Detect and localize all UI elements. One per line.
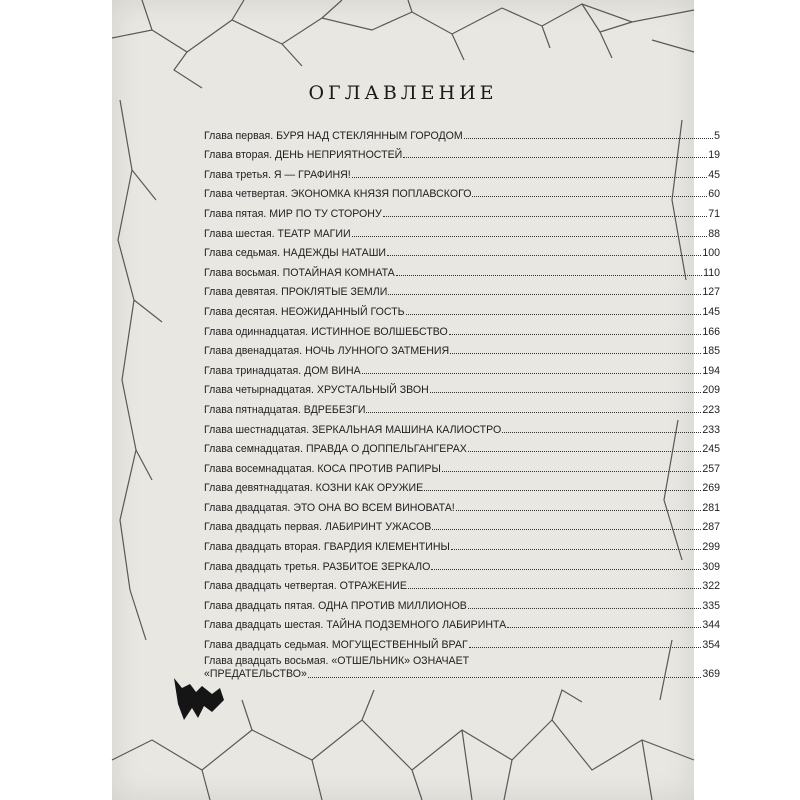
toc-entry-label — [204, 639, 468, 651]
chapter-title: Я — ГРАФИНЯ! — [273, 168, 351, 181]
page-number: 166 — [702, 325, 720, 338]
page-number: 369 — [702, 668, 720, 681]
toc-entry — [204, 142, 720, 162]
dot-leader — [430, 392, 702, 393]
chapter-title: ПРАВДА О ДОППЕЛЬГАНГЕРАХ — [305, 443, 467, 456]
chapter-number: Глава пятая. — [204, 207, 267, 220]
toc-entry-label — [204, 502, 455, 514]
chapter-title: ДОМ ВИНА — [304, 364, 361, 377]
chapter-number: Глава четвертая. — [204, 188, 288, 201]
page-number: 281 — [702, 501, 720, 514]
chapter-number: Глава двадцать первая. — [204, 521, 322, 534]
page-number: 71 — [708, 207, 720, 220]
toc-entry — [204, 396, 720, 416]
toc-entry-label — [204, 228, 351, 240]
chapter-number: Глава девятнадцатая. — [204, 482, 313, 495]
page-number: 257 — [702, 462, 720, 475]
dot-leader — [308, 677, 701, 678]
page-number: 5 — [714, 129, 720, 142]
toc-entry-label — [204, 561, 430, 573]
toc-entry-label — [204, 130, 463, 142]
page-number: 19 — [708, 149, 720, 162]
dot-leader — [352, 177, 707, 178]
toc-entry-label — [204, 404, 365, 416]
chapter-number: Глава одиннадцатая. — [204, 325, 309, 338]
dot-leader — [406, 314, 702, 315]
toc-entry — [204, 475, 720, 495]
chapter-number: Глава двадцать третья. — [204, 560, 320, 573]
chapter-number: Глава семнадцатая. — [204, 443, 303, 456]
chapter-number: Глава двадцать седьмая. — [204, 639, 329, 652]
toc-entry-label — [204, 580, 407, 592]
chapter-number: Глава двадцать пятая. — [204, 599, 316, 612]
chapter-title: БУРЯ НАД СТЕКЛЯННЫМ ГОРОДОМ — [276, 129, 463, 142]
chapter-number: Глава десятая. — [204, 305, 278, 318]
chapter-title: ГВАРДИЯ КЛЕМЕНТИНЫ — [323, 541, 450, 554]
chapter-number: Глава шестая. — [204, 227, 275, 240]
chapter-title: КОСА ПРОТИВ РАПИРЫ — [317, 462, 441, 475]
toc-entry — [204, 377, 720, 397]
toc-entry — [204, 416, 720, 436]
dot-leader — [383, 216, 708, 217]
toc-entry-label — [204, 619, 506, 631]
dot-leader — [468, 451, 701, 452]
toc-entry — [204, 200, 720, 220]
dot-leader — [388, 294, 701, 295]
dot-leader — [451, 549, 701, 550]
toc-entry-label — [204, 306, 405, 318]
toc-entry — [204, 455, 720, 475]
bat-icon — [174, 678, 224, 720]
dot-leader — [431, 569, 701, 570]
chapter-title: НАДЕЖДЫ НАТАШИ — [283, 247, 387, 260]
dot-leader — [450, 353, 701, 354]
dot-leader — [502, 432, 701, 433]
toc-entry-label — [204, 208, 382, 220]
toc-entry-label — [204, 482, 423, 494]
dot-leader — [408, 588, 701, 589]
chapter-title: ПОТАЙНАЯ КОМНАТА — [282, 266, 395, 279]
chapter-title: ТАЙНА ПОДЗЕМНОГО ЛАБИРИНТА — [326, 619, 507, 632]
toc-entry — [204, 533, 720, 553]
chapter-number: Глава двадцать четвертая. — [204, 580, 337, 593]
chapter-title-continued: «ПРЕДАТЕЛЬСТВО» — [204, 668, 307, 681]
page-number: 127 — [702, 286, 720, 299]
chapter-title: ЛАБИРИНТ УЖАСОВ — [324, 521, 432, 534]
chapter-number: Глава восемнадцатая. — [204, 462, 315, 475]
toc-entry-label — [204, 463, 441, 475]
chapter-title: МИР ПО ТУ СТОРОНУ — [269, 207, 382, 220]
toc-entry-label — [204, 365, 361, 377]
toc-entry-label — [204, 521, 431, 533]
table-of-contents — [204, 122, 720, 681]
page-number: 299 — [702, 541, 720, 554]
dot-leader — [403, 157, 707, 158]
toc-entry-label — [204, 267, 395, 279]
chapter-number: Глава пятнадцатая. — [204, 403, 301, 416]
chapter-title: ЗЕРКАЛЬНАЯ МАШИНА КАЛИОСТРО — [312, 423, 502, 436]
toc-entry — [204, 631, 720, 651]
page-number: 100 — [702, 247, 720, 260]
page-number: 354 — [702, 639, 720, 652]
toc-entry-label — [204, 188, 471, 200]
chapter-number: Глава третья. — [204, 168, 271, 181]
chapter-title: НОЧЬ ЛУННОГО ЗАТМЕНИЯ — [305, 345, 450, 358]
chapter-title: ЭТО ОНА ВО ВСЕМ ВИНОВАТА! — [293, 501, 455, 514]
chapter-title: ДЕНЬ НЕПРИЯТНОСТЕЙ — [275, 149, 403, 162]
dot-leader — [464, 138, 713, 139]
chapter-title: ПРОКЛЯТЫЕ ЗЕМЛИ — [281, 286, 388, 299]
toc-entry — [204, 298, 720, 318]
toc-entry-label — [204, 384, 429, 396]
chapter-title: «ОТШЕЛЬНИК» ОЗНАЧАЕТ — [331, 655, 470, 668]
dot-leader — [362, 373, 702, 374]
dot-leader — [442, 471, 701, 472]
dot-leader — [352, 236, 708, 237]
dot-leader — [469, 647, 702, 648]
dot-leader — [472, 196, 707, 197]
page-number: 45 — [708, 168, 720, 181]
chapter-title: МОГУЩЕСТВЕННЫЙ ВРАГ — [331, 639, 468, 652]
toc-entry — [204, 220, 720, 240]
page-number: 88 — [708, 227, 720, 240]
toc-entry-label — [204, 326, 448, 338]
dot-leader — [424, 490, 701, 491]
page-number: 145 — [702, 305, 720, 318]
chapter-title: ЭКОНОМКА КНЯЗЯ ПОПЛАВСКОГО — [290, 188, 472, 201]
dot-leader — [432, 529, 701, 530]
toc-entry — [204, 651, 720, 681]
chapter-title: ИСТИННОЕ ВОЛШЕБСТВО — [311, 325, 448, 338]
page-number: 335 — [702, 599, 720, 612]
toc-entry — [204, 318, 720, 338]
dot-leader — [468, 608, 701, 609]
chapter-number: Глава первая. — [204, 129, 274, 142]
page-number: 233 — [702, 423, 720, 436]
chapter-title: КОЗНИ КАК ОРУЖИЕ — [315, 482, 424, 495]
page-number: 287 — [702, 521, 720, 534]
page-number: 209 — [702, 384, 720, 397]
book-page — [112, 0, 720, 800]
toc-entry — [204, 573, 720, 593]
chapter-number: Глава двенадцатая. — [204, 345, 303, 358]
toc-entry — [204, 259, 720, 279]
toc-entry — [204, 240, 720, 260]
toc-entry — [204, 612, 720, 632]
toc-entry-label — [204, 424, 501, 436]
chapter-title: НЕОЖИДАННЫЙ ГОСТЬ — [280, 305, 405, 318]
toc-entry-label — [204, 149, 402, 161]
dot-leader — [507, 627, 701, 628]
chapter-title: ОДНА ПРОТИВ МИЛЛИОНОВ — [318, 599, 467, 612]
page-number: 322 — [702, 580, 720, 593]
toc-entry-label — [204, 443, 467, 455]
chapter-number: Глава четырнадцатая. — [204, 384, 314, 397]
toc-entry — [204, 436, 720, 456]
chapter-number: Глава двадцатая. — [204, 501, 291, 514]
dot-leader — [449, 334, 702, 335]
dot-leader — [366, 412, 701, 413]
toc-entry — [204, 592, 720, 612]
chapter-number: Глава седьмая. — [204, 247, 281, 260]
chapter-title: ВДРЕБЕЗГИ — [303, 403, 366, 416]
toc-entry — [204, 553, 720, 573]
chapter-number: Глава двадцать восьмая. — [204, 655, 329, 668]
toc-entry-label — [204, 541, 450, 553]
page-number: 344 — [702, 619, 720, 632]
toc-entry — [204, 181, 720, 201]
chapter-title: ТЕАТР МАГИИ — [277, 227, 351, 240]
page-number: 185 — [702, 345, 720, 358]
toc-entry-label — [204, 286, 387, 298]
page-number: 269 — [702, 482, 720, 495]
chapter-number: Глава восьмая. — [204, 266, 280, 279]
chapter-title: РАЗБИТОЕ ЗЕРКАЛО — [322, 560, 431, 573]
dot-leader — [387, 255, 701, 256]
chapter-number: Глава двадцать шестая. — [204, 619, 324, 632]
page-number: 309 — [702, 560, 720, 573]
dot-leader — [456, 510, 702, 511]
page-number: 223 — [702, 403, 720, 416]
chapter-title: ОТРАЖЕНИЕ — [339, 580, 407, 593]
chapter-number: Глава девятая. — [204, 286, 279, 299]
toc-entry — [204, 494, 720, 514]
toc-entry — [204, 122, 720, 142]
dot-leader — [396, 275, 702, 276]
toc-entry-label — [204, 247, 386, 259]
page-number: 194 — [702, 364, 720, 377]
toc-entry-label — [204, 600, 467, 612]
page-number: 60 — [708, 188, 720, 201]
toc-entry — [204, 357, 720, 377]
chapter-title: ХРУСТАЛЬНЫЙ ЗВОН — [316, 384, 429, 397]
toc-entry — [204, 514, 720, 534]
toc-title: ОГЛАВЛЕНИЕ — [308, 82, 498, 104]
toc-entry — [204, 279, 720, 299]
toc-entry — [204, 338, 720, 358]
toc-entry — [204, 161, 720, 181]
page-number: 110 — [703, 266, 720, 279]
page-number: 245 — [702, 443, 720, 456]
chapter-number: Глава шестнадцатая. — [204, 423, 310, 436]
chapter-number: Глава тринадцатая. — [204, 364, 302, 377]
toc-entry-label — [204, 345, 449, 357]
toc-entry-label — [204, 169, 351, 181]
chapter-number: Глава двадцать вторая. — [204, 541, 321, 554]
chapter-number: Глава вторая. — [204, 149, 273, 162]
